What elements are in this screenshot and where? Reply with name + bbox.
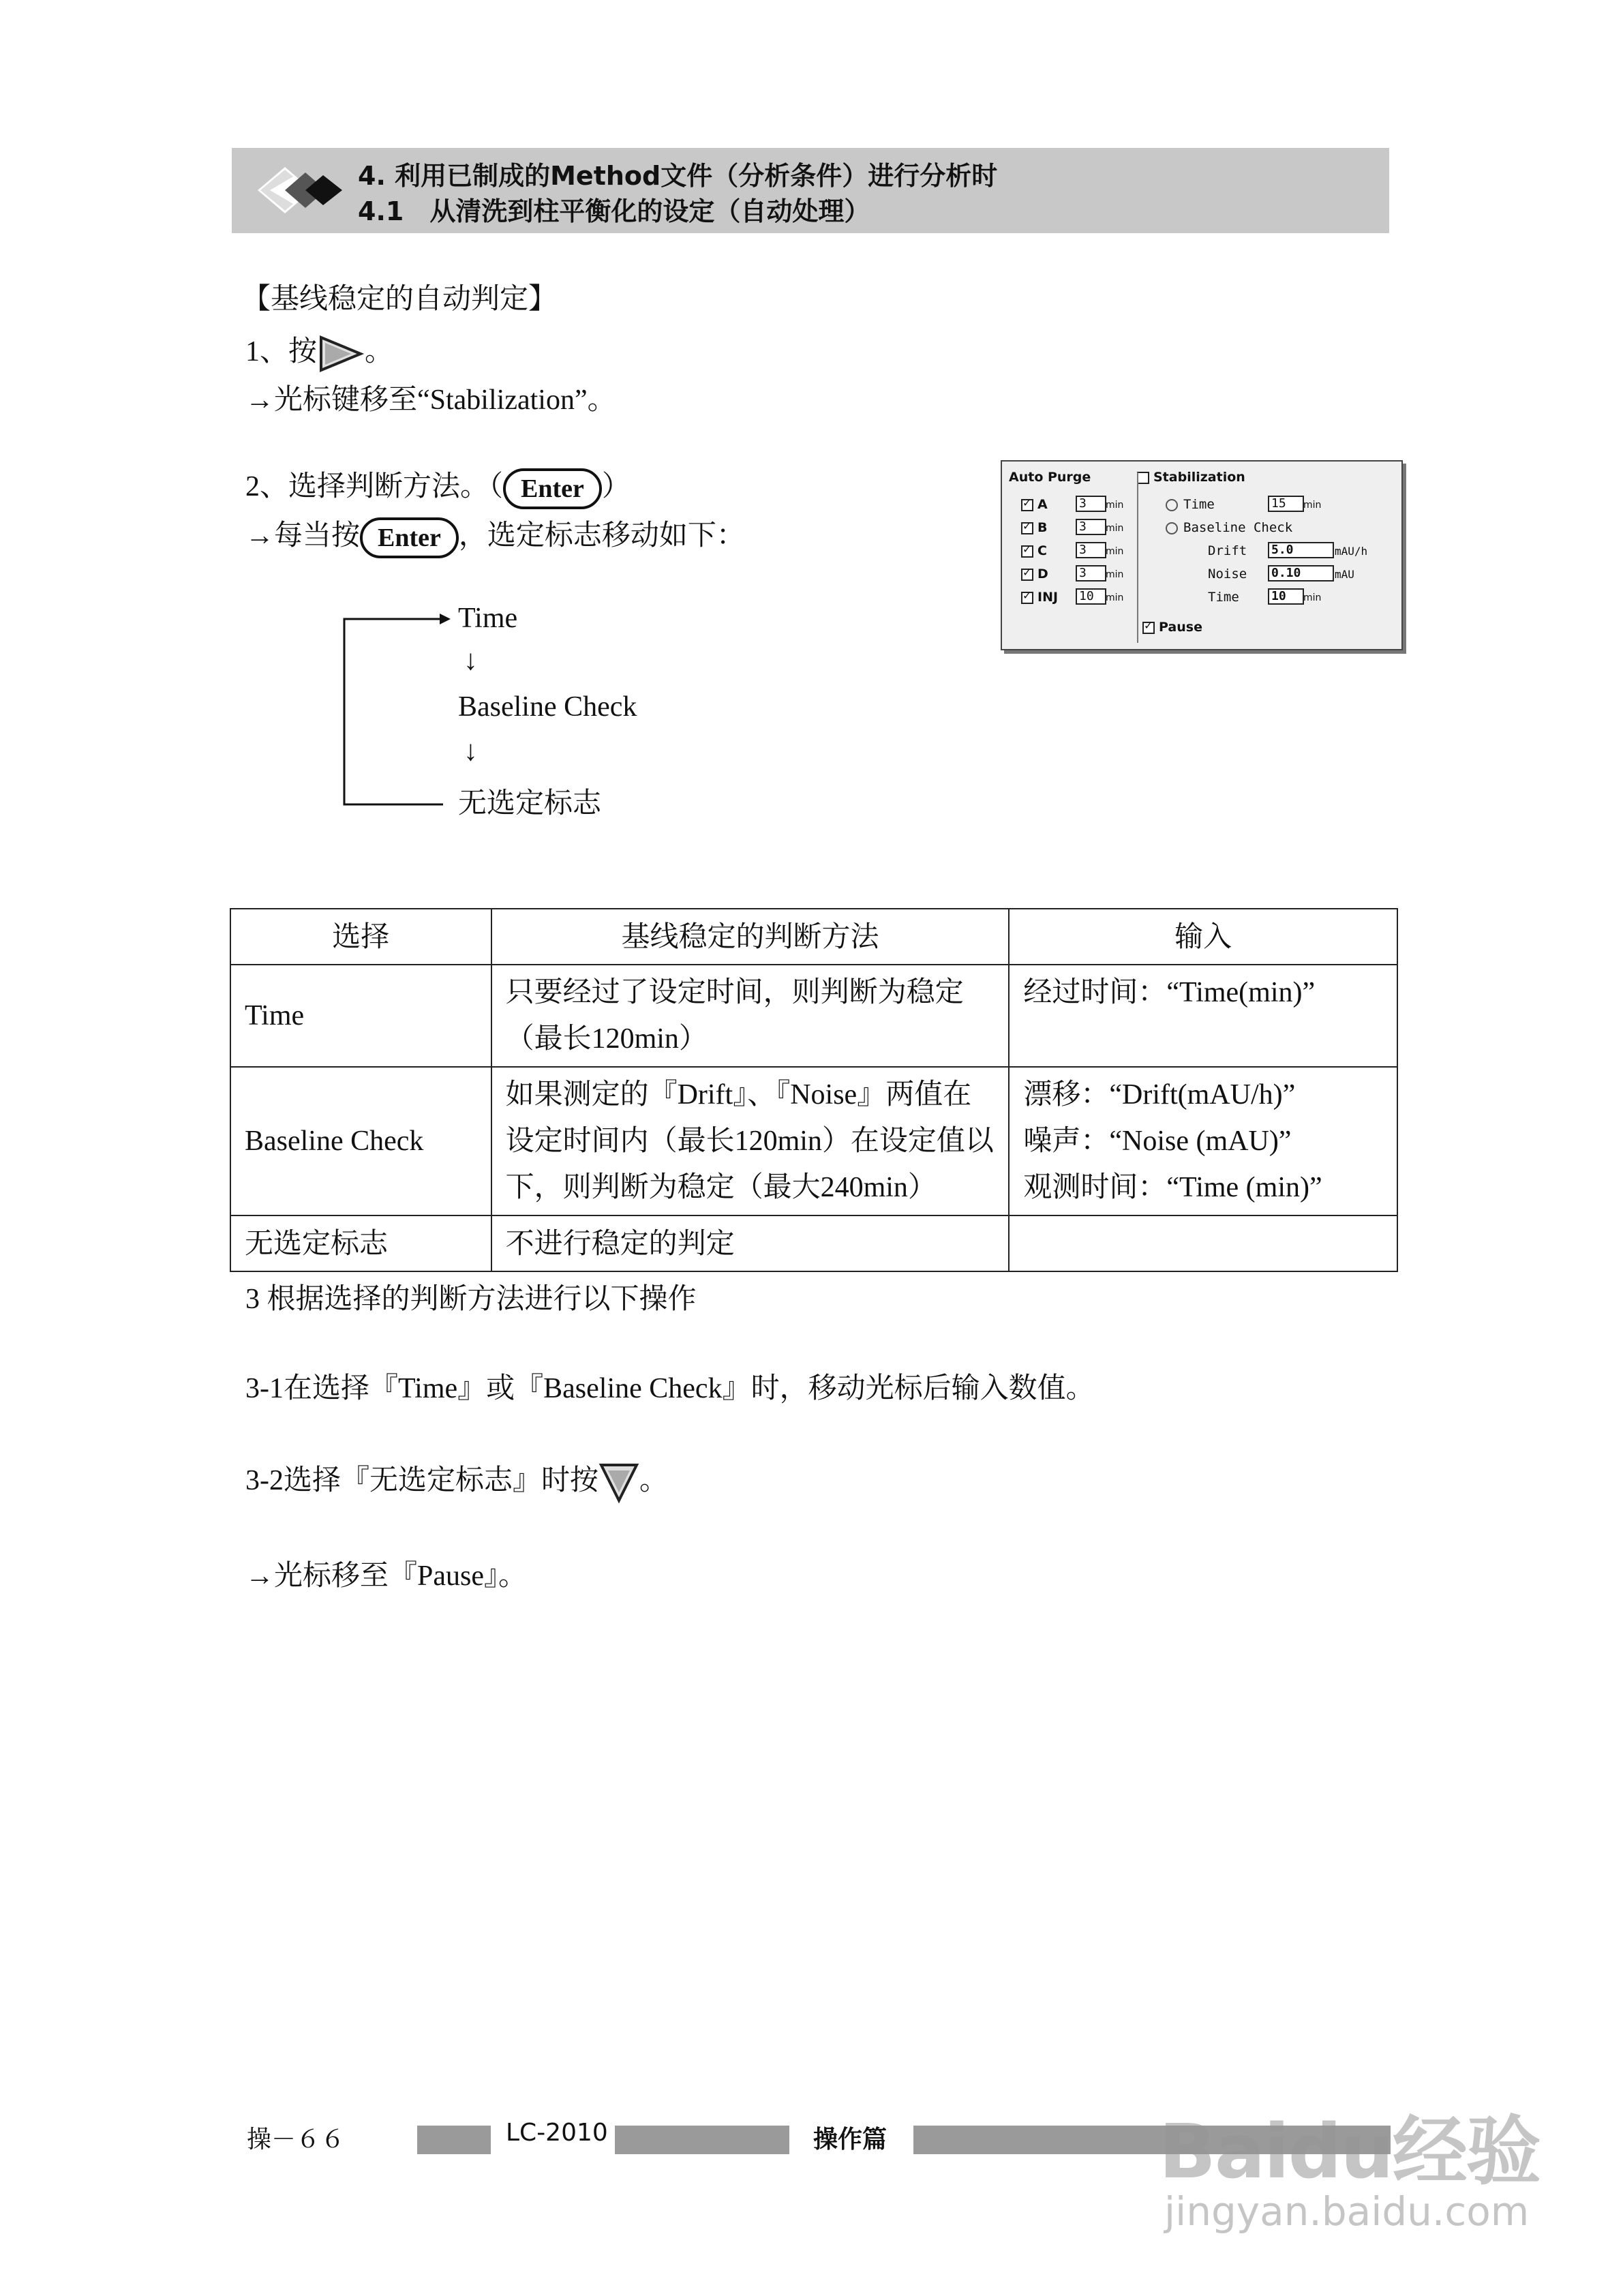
step2-line1	[245, 464, 631, 509]
diamond-bullets-icon	[251, 163, 353, 217]
purge-row-b[interactable]: ✓B	[1021, 520, 1047, 535]
flow-item-no-flag: 无选定标志	[458, 786, 602, 819]
footer-bar-1	[417, 2126, 491, 2154]
enter-key-icon-2: Enter	[360, 517, 459, 558]
drift-unit: mAU/h	[1335, 545, 1368, 558]
baseline-time-unit: min	[1303, 592, 1322, 603]
step2-line2	[245, 513, 745, 558]
footer-section: 操作篇	[813, 2126, 888, 2154]
flow-down-arrow-2: ↓	[464, 736, 478, 767]
baseline-check-radio[interactable]: Baseline Check	[1166, 520, 1292, 535]
table-header-input: 输入	[1009, 909, 1397, 965]
step1-prefix: 1、按	[245, 336, 318, 367]
step3-intro: 3 根据选择的判断方法进行以下操作	[245, 1284, 697, 1315]
right-play-key-icon	[317, 335, 365, 373]
purge-row-c[interactable]: ✓C	[1021, 543, 1047, 558]
table-cell-select: 无选定标志	[230, 1215, 491, 1271]
step2-line1-end: ）	[601, 471, 631, 502]
footer-bar-2	[615, 2126, 789, 2154]
noise-input[interactable]: 0.10	[1268, 565, 1334, 581]
table-row	[230, 1215, 1397, 1271]
flow-down-arrow-1: ↓	[464, 645, 478, 676]
table-row	[230, 1067, 1397, 1215]
stabilization-checkbox[interactable]	[1137, 470, 1245, 485]
step1-line	[245, 329, 393, 373]
header-title-line2: 4.1 从清洗到柱平衡化的设定（自动处理）	[358, 196, 870, 226]
table-header-row	[230, 909, 1397, 965]
table-header-select: 选择	[230, 909, 491, 965]
table-header-method: 基线稳定的判断方法	[491, 909, 1010, 965]
table-cell-method: 不进行稳定的判定	[491, 1215, 1010, 1271]
time-unit: min	[1303, 500, 1322, 511]
auto-purge-panel	[1001, 460, 1403, 650]
footer-model: LC-2010	[506, 2119, 608, 2147]
flow-item-baseline-check: Baseline Check	[458, 691, 637, 723]
step2-line2-prefix: →每当按	[245, 520, 361, 552]
step3-2-prefix: 3-2选择『无选定标志』时按	[245, 1465, 598, 1496]
checked-icon	[1021, 592, 1033, 604]
purge-row-inj[interactable]: ✓INJ	[1021, 590, 1058, 605]
purge-b-unit: min	[1106, 523, 1124, 534]
table-cell-input: 经过时间：“Time(min)”	[1009, 965, 1397, 1067]
purge-a-unit: min	[1106, 500, 1124, 511]
enter-key-icon: Enter	[503, 468, 602, 509]
purge-row-a[interactable]: ✓A	[1021, 497, 1048, 512]
purge-inj-unit: min	[1106, 592, 1124, 603]
table-cell-method: 只要经过了设定时间，则判断为稳定 （最长120min）	[491, 965, 1010, 1067]
baidu-watermark: Baidu经验	[1159, 2108, 1540, 2195]
checked-icon	[1021, 522, 1033, 534]
step2-line1-text: 2、选择判断方法。（	[245, 471, 504, 502]
time-radio[interactable]: Time	[1166, 497, 1215, 512]
table-row	[230, 965, 1397, 1067]
purge-row-d[interactable]: ✓D	[1021, 567, 1048, 581]
section-title: 【基线稳定的自动判定】	[242, 282, 558, 315]
table-cell-input	[1009, 1215, 1397, 1271]
checked-icon	[1021, 569, 1033, 581]
baseline-time-input[interactable]: 10	[1268, 588, 1304, 605]
pause-checkbox[interactable]: ✓Pause	[1142, 620, 1202, 635]
purge-c-input[interactable]: 3	[1076, 542, 1106, 558]
baseline-time-label: Time	[1208, 590, 1239, 605]
radio-icon	[1166, 522, 1178, 534]
noise-unit: mAU	[1335, 568, 1354, 581]
table-cell-method: 如果测定的『Drift』、『Noise』两值在 设定时间内（最长120min）在设定值以 下，则判断为稳定（最大240min）	[491, 1067, 1010, 1215]
table-cell-select: Baseline Check	[230, 1067, 491, 1215]
table-cell-input: 漂移：“Drift(mAU/h)” 噪声：“Noise (mAU)” 观测时间：“Time (min)”	[1009, 1067, 1397, 1215]
footer-page-number: 操－６６	[247, 2126, 346, 2154]
table-cell-select: Time	[230, 965, 491, 1067]
drift-label: Drift	[1208, 543, 1247, 558]
purge-d-unit: min	[1106, 569, 1124, 580]
drift-input[interactable]: 5.0	[1268, 542, 1334, 558]
step3-2	[245, 1457, 668, 1505]
step2-line2-suffix: ，选定标志移动如下：	[458, 520, 745, 552]
checked-icon	[1021, 499, 1033, 511]
checked-icon	[1021, 545, 1033, 558]
stabilization-label: Stabilization	[1153, 470, 1245, 485]
panel-divider	[1137, 472, 1138, 643]
flow-loop-arrow	[337, 600, 460, 818]
purge-a-input[interactable]: 3	[1076, 496, 1106, 512]
flow-item-time: Time	[458, 603, 518, 634]
step1-arrow-line: →光标键移至“Stabilization”。	[245, 384, 616, 416]
radio-icon	[1166, 499, 1178, 511]
noise-label: Noise	[1208, 567, 1247, 581]
baidu-watermark-url: jingyan.baidu.com	[1164, 2188, 1530, 2235]
step1-suffix: 。	[365, 336, 394, 367]
purge-d-input[interactable]: 3	[1076, 565, 1106, 581]
step3-2-suffix: 。	[639, 1465, 669, 1496]
purge-c-unit: min	[1106, 546, 1124, 557]
step3-1: 3-1在选择『Time』或『Baseline Check』时，移动光标后输入数值。	[245, 1373, 1095, 1404]
step3-result: →光标移至『Pause』。	[245, 1560, 527, 1592]
section-header-bar	[232, 148, 1389, 233]
stabilization-method-table	[230, 908, 1398, 1272]
time-input[interactable]: 15	[1268, 496, 1304, 512]
header-title-line1: 4. 利用已制成的Method文件（分析条件）进行分析时	[358, 161, 998, 191]
down-key-icon	[598, 1461, 639, 1505]
auto-purge-label: Auto Purge	[1009, 470, 1091, 485]
purge-inj-input[interactable]: 10	[1076, 588, 1106, 605]
purge-b-input[interactable]: 3	[1076, 519, 1106, 535]
checkbox-icon	[1137, 472, 1149, 484]
checked-icon	[1142, 622, 1155, 634]
